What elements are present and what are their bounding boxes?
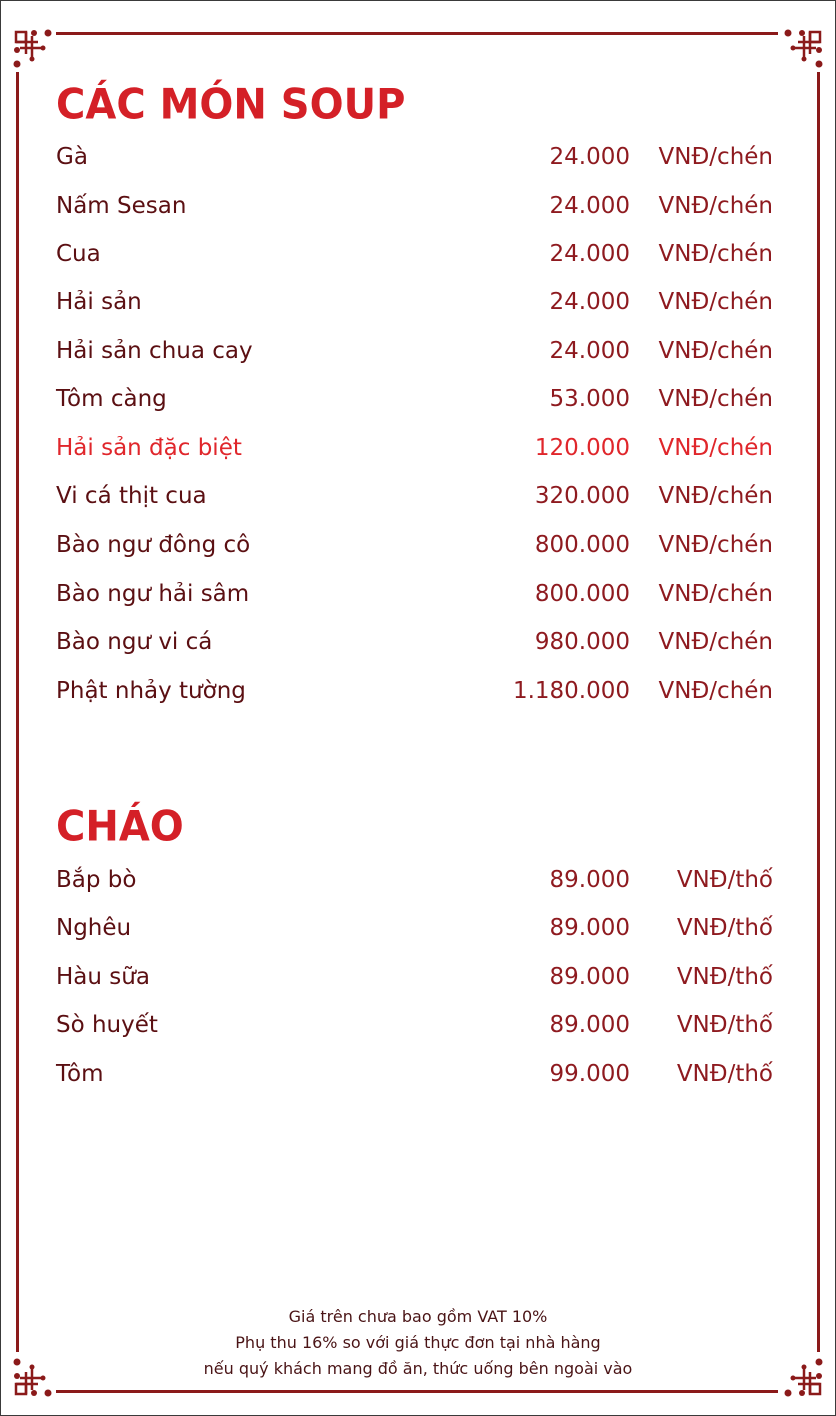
menu-item	[56, 144, 776, 174]
item-unit: VNĐ/chén	[658, 144, 773, 170]
item-name: Sò huyết	[56, 1012, 158, 1038]
item-unit: VNĐ/thố	[676, 964, 773, 990]
item-price: 24.000	[549, 193, 630, 219]
item-price: 1.180.000	[512, 678, 630, 704]
item-unit: VNĐ/chén	[658, 678, 773, 704]
item-price: 24.000	[549, 289, 630, 315]
item-price: 99.000	[549, 1061, 630, 1087]
item-name: Phật nhảy tường	[56, 678, 246, 704]
item-unit: VNĐ/chén	[658, 435, 773, 461]
item-unit: VNĐ/chén	[658, 532, 773, 558]
item-name: Hải sản đặc biệt	[56, 435, 242, 461]
item-name: Gà	[56, 144, 88, 170]
item-price: 24.000	[549, 144, 630, 170]
footer-note-vat: Giá trên chưa bao gồm VAT 10%	[288, 1307, 548, 1326]
frame-bottom-line	[56, 1390, 778, 1393]
menu-item	[56, 678, 776, 708]
corner-ornament-top-left-icon	[12, 28, 60, 76]
menu-item	[56, 483, 776, 513]
item-unit: VNĐ/thố	[676, 915, 773, 941]
item-unit: VNĐ/chén	[658, 629, 773, 655]
menu-item	[56, 338, 776, 368]
item-name: Bào ngư vi cá	[56, 629, 213, 655]
item-unit: VNĐ/thố	[676, 1061, 773, 1087]
item-price: 320.000	[534, 483, 630, 509]
item-price: 89.000	[549, 867, 630, 893]
menu-item	[56, 386, 776, 416]
item-price: 89.000	[549, 915, 630, 941]
item-name: Cua	[56, 241, 101, 267]
item-unit: VNĐ/thố	[676, 1012, 773, 1038]
item-name: Tôm	[56, 1061, 104, 1087]
item-price: 800.000	[534, 532, 630, 558]
item-name: Bào ngư đông cô	[56, 532, 251, 558]
menu-item	[56, 1012, 776, 1042]
menu-item	[56, 964, 776, 994]
item-name: Nghêu	[56, 915, 132, 941]
item-name: Vi cá thịt cua	[56, 483, 207, 509]
menu-item	[56, 867, 776, 897]
item-price: 24.000	[549, 338, 630, 364]
menu-item	[56, 289, 776, 319]
section-title-chao: CHÁO	[56, 802, 184, 852]
item-name: Hải sản	[56, 289, 142, 315]
item-unit: VNĐ/chén	[658, 241, 773, 267]
item-price: 120.000	[534, 435, 630, 461]
item-name: Hàu sữa	[56, 964, 150, 990]
item-unit: VNĐ/chén	[658, 386, 773, 412]
item-price: 53.000	[549, 386, 630, 412]
item-unit: VNĐ/chén	[658, 581, 773, 607]
menu-item-highlighted	[56, 435, 776, 465]
item-name: Bào ngư hải sâm	[56, 581, 250, 607]
menu-item	[56, 532, 776, 562]
menu-item	[56, 629, 776, 659]
item-name: Tôm càng	[56, 386, 167, 412]
frame-top-line	[56, 32, 778, 35]
menu-item	[56, 581, 776, 611]
menu-item	[56, 915, 776, 945]
item-price: 89.000	[549, 1012, 630, 1038]
footer-note-surcharge: Phụ thu 16% so với giá thực đơn tại nhà hàng	[235, 1333, 601, 1352]
item-unit: VNĐ/chén	[658, 289, 773, 315]
item-name: Hải sản chua cay	[56, 338, 253, 364]
item-price: 800.000	[534, 581, 630, 607]
corner-ornament-top-right-icon	[776, 28, 824, 76]
frame-right-line	[817, 72, 820, 1352]
footer-note-outside-food: nếu quý khách mang đồ ăn, thức uống bên ngoài vào	[203, 1359, 633, 1378]
item-unit: VNĐ/thố	[676, 867, 773, 893]
item-name: Bắp bò	[56, 867, 137, 893]
menu-item	[56, 1061, 776, 1091]
item-price: 24.000	[549, 241, 630, 267]
menu-item	[56, 193, 776, 223]
item-unit: VNĐ/chén	[658, 193, 773, 219]
menu-item	[56, 241, 776, 271]
item-name: Nấm Sesan	[56, 193, 187, 219]
item-price: 89.000	[549, 964, 630, 990]
section-title-soup: CÁC MÓN SOUP	[56, 80, 406, 130]
item-unit: VNĐ/chén	[658, 338, 773, 364]
frame-left-line	[16, 72, 19, 1352]
item-unit: VNĐ/chén	[658, 483, 773, 509]
item-price: 980.000	[534, 629, 630, 655]
